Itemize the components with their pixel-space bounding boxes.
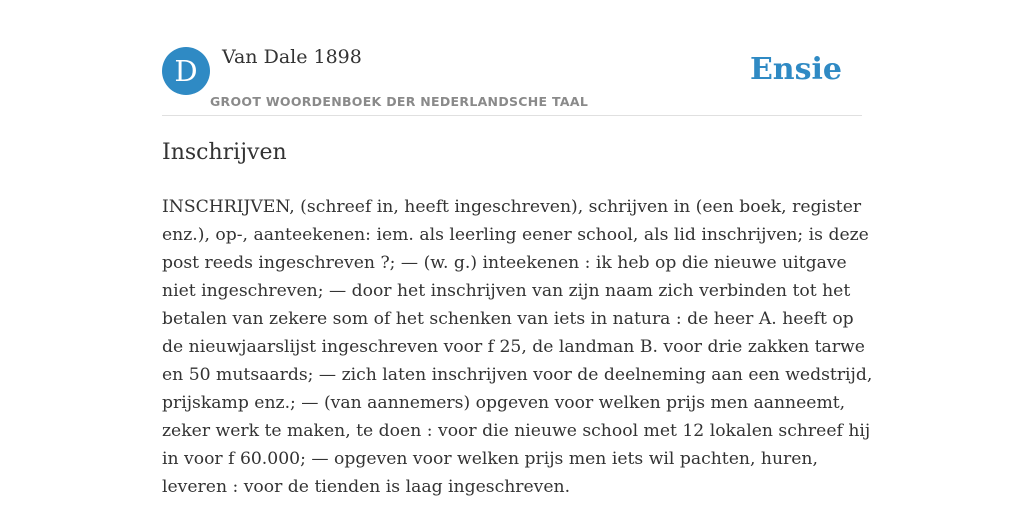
source-title[interactable]: Van Dale 1898 <box>222 46 362 68</box>
entry-headword: Inschrijven <box>162 140 287 165</box>
definition-line: enz.), op-, aanteekenen: iem. als leerling eener school, als lid inschrijven; is deze <box>162 225 869 245</box>
header-divider <box>162 115 862 116</box>
definition-line: betalen van zekere som of het schenken van iets in natura : de heer A. heeft op <box>162 309 854 329</box>
source-logo[interactable]: D <box>162 47 210 95</box>
definition-line: niet ingeschreven; — door het inschrijven van zijn naam zich verbinden tot het <box>162 281 851 301</box>
entry-definition <box>162 193 873 501</box>
definition-line: de nieuwjaarslijst ingeschreven voor f 25, de landman B. voor drie zakken tarwe <box>162 337 865 357</box>
definition-line: en 50 mutsaards; — zich laten inschrijven voor de deelneming aan een wedstrijd, <box>162 365 873 385</box>
brand-logo[interactable]: Ensie <box>749 52 842 87</box>
definition-line: prijskamp enz.; — (van aannemers) opgeven voor welken prijs men aanneemt, <box>162 393 846 413</box>
source-subtitle: GROOT WOORDENBOEK DER NEDERLANDSCHE TAAL <box>210 94 589 109</box>
definition-line: INSCHRIJVEN, (schreef in, heeft ingeschreven), schrijven in (een boek, register <box>162 197 862 217</box>
definition-line: in voor f 60.000; — opgeven voor welken prijs men iets wil pachten, huren, <box>162 449 818 469</box>
definition-line: zeker werk te maken, te doen : voor die nieuwe school met 12 lokalen schreef hij <box>162 421 871 441</box>
definition-line: post reeds ingeschreven ?; — (w. g.) inteekenen : ik heb op die nieuwe uitgave <box>162 253 847 273</box>
definition-line: leveren : voor de tienden is laag ingeschreven. <box>162 477 571 497</box>
